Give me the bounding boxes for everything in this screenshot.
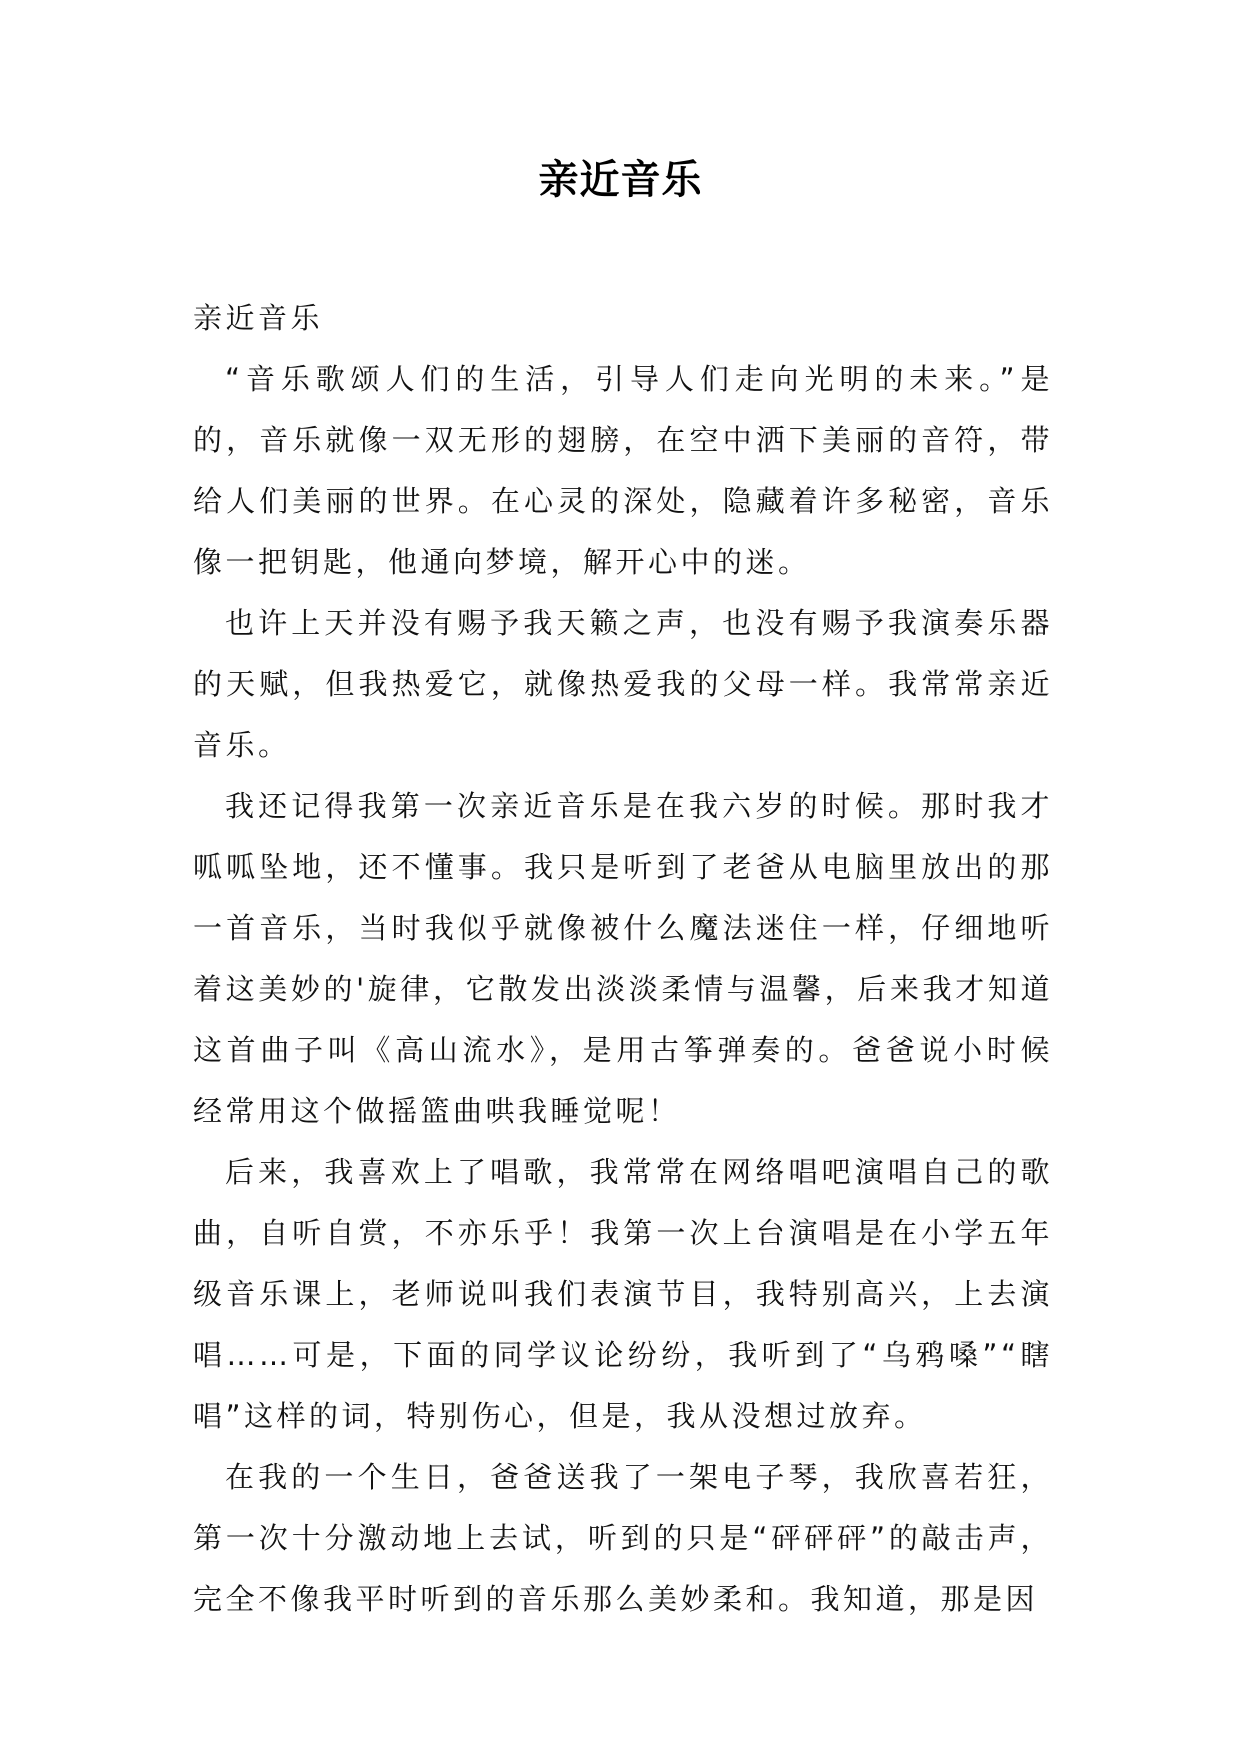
document-title: 亲近音乐 (538, 156, 703, 203)
paragraph-2: 也许上天并没有赐予我天籁之声，也没有赐予我演奏乐器的天赋，但我热爱它，就像热爱我的父母一样。我常常亲近音乐。 (193, 606, 1053, 762)
document-body (193, 288, 1053, 1630)
document-subtitle: 亲近音乐 (193, 301, 324, 335)
paragraph-5: 在我的一个生日，爸爸送我了一架电子琴，我欣喜若狂，第一次十分激动地上去试，听到的只是“砰砰砰”的敲击声，完全不像我平时听到的音乐那么美妙柔和。我知道，那是因 (193, 1460, 1053, 1616)
paragraph-3: 我还记得我第一次亲近音乐是在我六岁的时候。那时我才呱呱坠地，还不懂事。我只是听到了老爸从电脑里放出的那一首音乐，当时我似乎就像被什么魔法迷住一样，仔细地听着这美妙的'旋律，它散发出淡淡柔情与温馨，后来我才知道这首曲子叫《高山流水》，是用古筝弹奏的。爸爸说小时候经常用这个做摇篮曲哄我睡觉呢！ (193, 789, 1053, 1128)
paragraph-1: “音乐歌颂人们的生活，引导人们走向光明的未来。”是的，音乐就像一双无形的翅膀，在空中洒下美丽的音符，带给人们美丽的世界。在心灵的深处，隐藏着许多秘密，音乐像一把钥匙，他通向梦境，解开心中的迷。 (193, 362, 1053, 579)
paragraph-4: 后来，我喜欢上了唱歌，我常常在网络唱吧演唱自己的歌曲，自听自赏，不亦乐乎！我第一次上台演唱是在小学五年级音乐课上，老师说叫我们表演节目，我特别高兴，上去演唱……可是，下面的同学议论纷纷，我听到了“乌鸦嗓”“瞎唱”这样的词，特别伤心，但是，我从没想过放弃。 (193, 1155, 1053, 1433)
